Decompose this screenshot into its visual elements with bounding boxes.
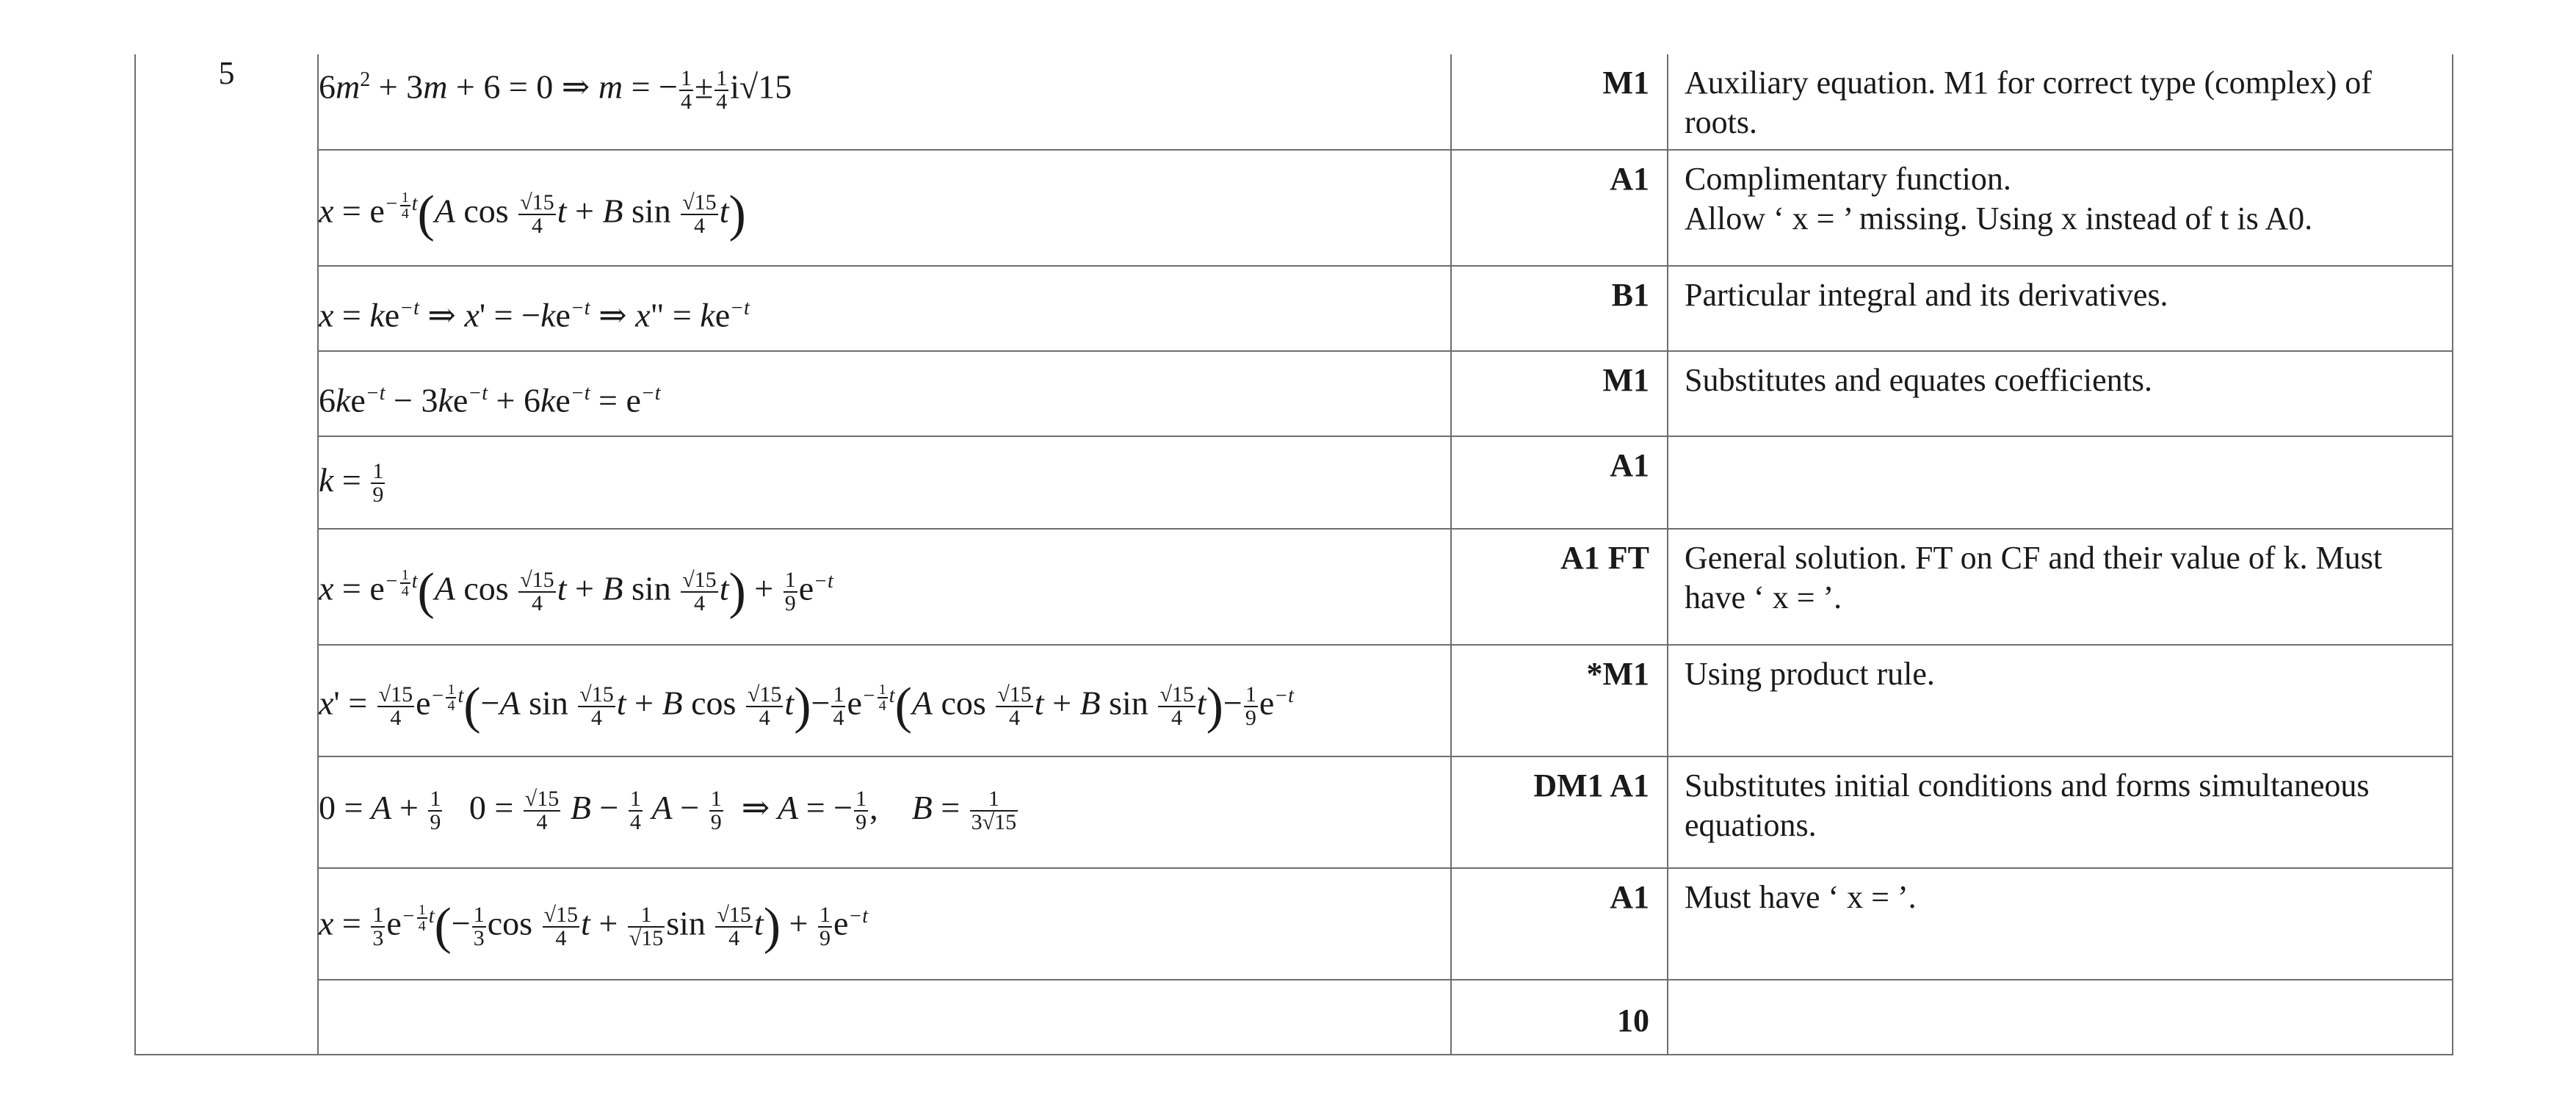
- mark-code: B1: [1451, 266, 1668, 351]
- working-cell: [318, 980, 1451, 1055]
- working-cell: $x = e^{- \frac{1}{4} t}(A$ cos $\frac{√15}{4}$ t + B sin $\frac{√15}{4}$ t): [318, 150, 1451, 266]
- guidance-line: General solution. FT on CF and their value of k. Must: [1685, 540, 2382, 576]
- guidance-cell: [1668, 351, 2453, 436]
- working-cell: $x = e^{- \frac{1}{4} t}(A$ cos $\frac{√15}{4}$ t + B sin $\frac{√15}{4}$ t) + $\frac{1}{9}$ $e^{-t}$: [318, 529, 1451, 645]
- working-cell: x' = $\frac{√15}{4}$ $e^{- \frac{1}{4} t}(-A$ sin $\frac{√15}{4}$ t + B cos $\frac{√15}{4}$ t)− $\frac{1}{4}$ $e^{- \frac{1}{4} t}(A$ cos $\frac{√15}{4}$ t + B sin $\frac{√15}{4}$ t)− $\frac{1}{9}$ $e^{-t}$: [318, 645, 1451, 756]
- guidance-line: roots.: [1685, 104, 1757, 140]
- table-row: [135, 756, 2453, 868]
- guidance-line: Using product rule.: [1685, 656, 1935, 692]
- mark-code: DM1 A1: [1451, 756, 1668, 868]
- guidance-line: Allow ‘ x = ’ missing. Using x instead of t is A0.: [1685, 201, 2313, 236]
- guidance-line: Complimentary function.: [1685, 161, 2011, 197]
- table-row: [135, 868, 2453, 980]
- guidance-line: Substitutes and equates coefficients.: [1685, 362, 2153, 398]
- mark-code: M1: [1451, 351, 1668, 436]
- working-cell: x = $\frac{1}{3}$ $e^{- \frac{1}{4} t}(-$ $\frac{1}{3}$ cos $\frac{√15}{4}$ t + $\frac{1}{√15}$ sin $\frac{√15}{4}$ t) + $\frac{1}{9}$ $e^{-t}$: [318, 868, 1451, 980]
- working-cell: k = $\frac{1}{9}$: [318, 436, 1451, 529]
- table-row: [135, 436, 2453, 529]
- guidance-cell: [1668, 868, 2453, 980]
- guidance-cell: [1668, 266, 2453, 351]
- table-row: [135, 980, 2453, 1055]
- table-row: [135, 266, 2453, 351]
- mark-code: A1 FT: [1451, 529, 1668, 645]
- guidance-line: equations.: [1685, 807, 1817, 843]
- guidance-cell: [1668, 150, 2453, 266]
- guidance-cell: [1668, 54, 2453, 150]
- guidance-cell: [1668, 756, 2453, 868]
- table-row: [135, 150, 2453, 266]
- working-cell: $6ke^{-t} - 3ke^{-t} + 6ke^{-t} = e^{-t}$: [318, 351, 1451, 436]
- guidance-line: Particular integral and its derivatives.: [1685, 277, 2168, 313]
- guidance-cell: [1668, 529, 2453, 645]
- guidance-line: Auxiliary equation. M1 for correct type (complex) of: [1685, 65, 2372, 101]
- table-row: [135, 351, 2453, 436]
- guidance-cell: [1668, 645, 2453, 756]
- mark-code: M1: [1451, 54, 1668, 150]
- guidance-line: Substitutes initial conditions and forms simultaneous: [1685, 767, 2370, 803]
- guidance-cell: [1668, 980, 2453, 1055]
- mark-code: A1: [1451, 150, 1668, 266]
- mark-code: A1: [1451, 868, 1668, 980]
- table-row: [135, 645, 2453, 756]
- table-row: [135, 54, 2453, 150]
- guidance-cell: [1668, 436, 2453, 529]
- working-cell: $x = ke^{-t}$ ⇒ $x' = -ke^{-t}$ ⇒ x" = $ke^{-t}$: [318, 266, 1451, 351]
- mark-scheme-sheet: [134, 54, 2452, 1055]
- guidance-line: have ‘ x = ’.: [1685, 579, 1842, 615]
- question-number: 5: [135, 54, 318, 1055]
- mark-code: A1: [1451, 436, 1668, 529]
- working-cell: 0 = A + $\frac{1}{9}$ 0 = $\frac{√15}{4}$ B − $\frac{1}{4}$ A − $\frac{1}{9}$ ⇒ A = − $\frac{1}{9}$ , B = $\frac{1}{3√15}$: [318, 756, 1451, 868]
- mark-code: *M1: [1451, 645, 1668, 756]
- table-row: [135, 529, 2453, 645]
- total-marks: 10: [1451, 980, 1668, 1055]
- working-cell: $6m^2 + 3m + 6 = 0$ ⇒ m = − $\frac{1}{4}$ ± $\frac{1}{4}$ i√15: [318, 54, 1451, 150]
- mark-scheme-table: [134, 54, 2453, 1055]
- guidance-line: Must have ‘ x = ’.: [1685, 879, 1917, 915]
